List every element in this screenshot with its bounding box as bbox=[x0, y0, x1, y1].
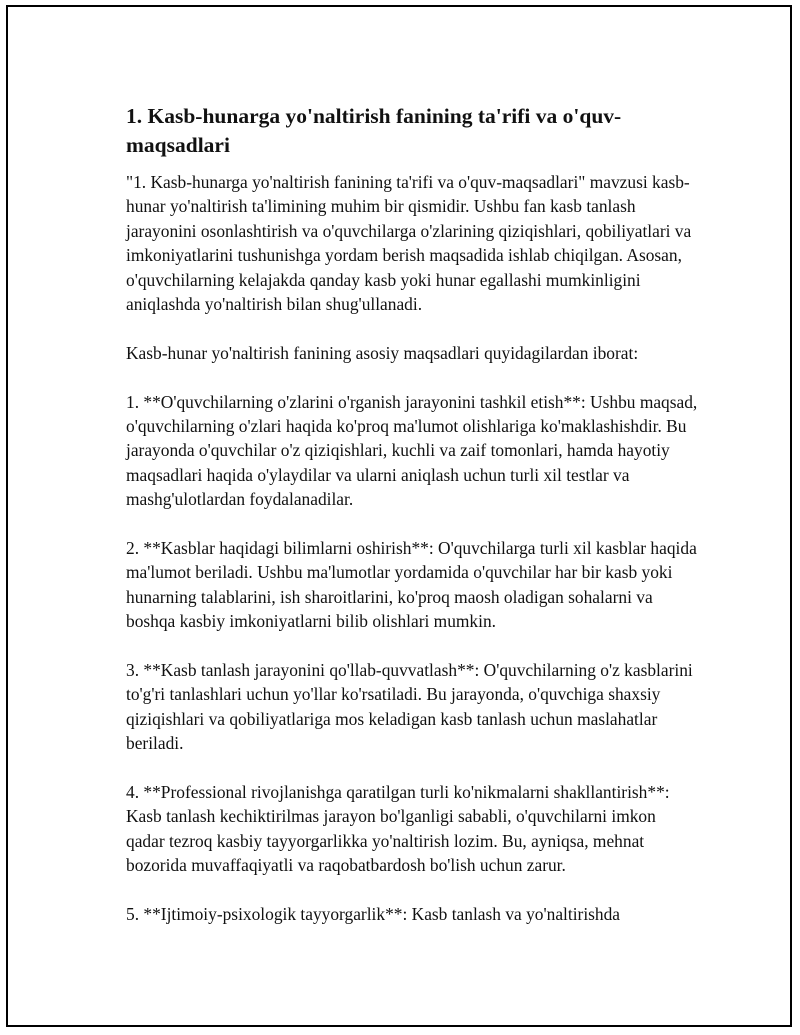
goals-intro-paragraph: Kasb-hunar yo'naltirish fanining asosiy maqsadlari quyidagilardan iborat: bbox=[126, 342, 639, 363]
goal-item-4: 4. **Professional rivojlanishga qaratilgan turli ko'nikmalarni shakllantirish**: Kasb tanlash kechiktirilmas jarayon bo'lganligi sababli, o'quvchilarni imkon qadar tezroq kasbiy tayyorgarlikka yo'naltirish lozim. Bu, ayniqsa, mehnat bozorida muvaffaqiyatli va raqobatbardosh bo'lish uchun zarur. bbox=[126, 782, 670, 876]
goal-item-2: 2. **Kasblar haqidagi bilimlarni oshirish**: O'quvchilarga turli xil kasblar haqida ma'lumot beriladi. Ushbu ma'lumotlar yordamida o'quvchilar har bir kasb yoki hunarning talablarini, ish sharoitlarini, ko'proq maosh oladigan sohalarni va boshqa kasbiy imkoniyatlarni bilib olishlari mumkin. bbox=[126, 538, 697, 632]
intro-paragraph: "1. Kasb-hunarga yo'naltirish fanining ta'rifi va o'quv-maqsadlari" mavzusi kasb-hunar yo'naltirish ta'limining muhim bir qismidir. Ushbu fan kasb tanlash jarayonini osonlashtirish va o'quvchilarga o'zlarining qiziqishlari, qobiliyatlari va imkoniyatlarini tushunishga yordam berish maqsadida ishlab chiqilgan. Asosan, o'quvchilarning kelajakda qanday kasb yoki hunar egallashi mumkinligini aniqlashda yo'naltirish bilan shug'ullanadi. bbox=[126, 172, 692, 315]
goal-item-5: 5. **Ijtimoiy-psixologik tayyorgarlik**: Kasb tanlash va yo'naltirishda bbox=[126, 904, 621, 925]
goal-item-3: 3. **Kasb tanlash jarayonini qo'llab-quvvatlash**: O'quvchilarning o'z kasblarini to'g'ri tanlashlari uchun yo'llar ko'rsatiladi. Bu jarayonda, o'quvchiga shaxsiy qiziqishlari va qobiliyatlariga mos keladigan kasb tanlash uchun maslahatlar beriladi. bbox=[126, 660, 693, 754]
document-body bbox=[126, 102, 698, 951]
goal-item-1: 1. **O'quvchilarning o'zlarini o'rganish jarayonini tashkil etish**: Ushbu maqsad, o'quvchilarning o'zlari haqida ko'proq ma'lumot olishlariga ko'maklashishdir. Bu jarayonda o'quvchilar o'z qiziqishlari, kuchli va zaif tomonlari, hamda hayotiy maqsadlari haqida o'ylaydilar va ularni aniqlash uchun turli xil testlar va mashg'ulotlardan foydalanadilar. bbox=[126, 391, 698, 510]
page-frame bbox=[6, 5, 792, 1027]
section-heading: 1. Kasb-hunarga yo'naltirish fanining ta'rifi va o'quv-maqsadlari bbox=[126, 104, 622, 157]
